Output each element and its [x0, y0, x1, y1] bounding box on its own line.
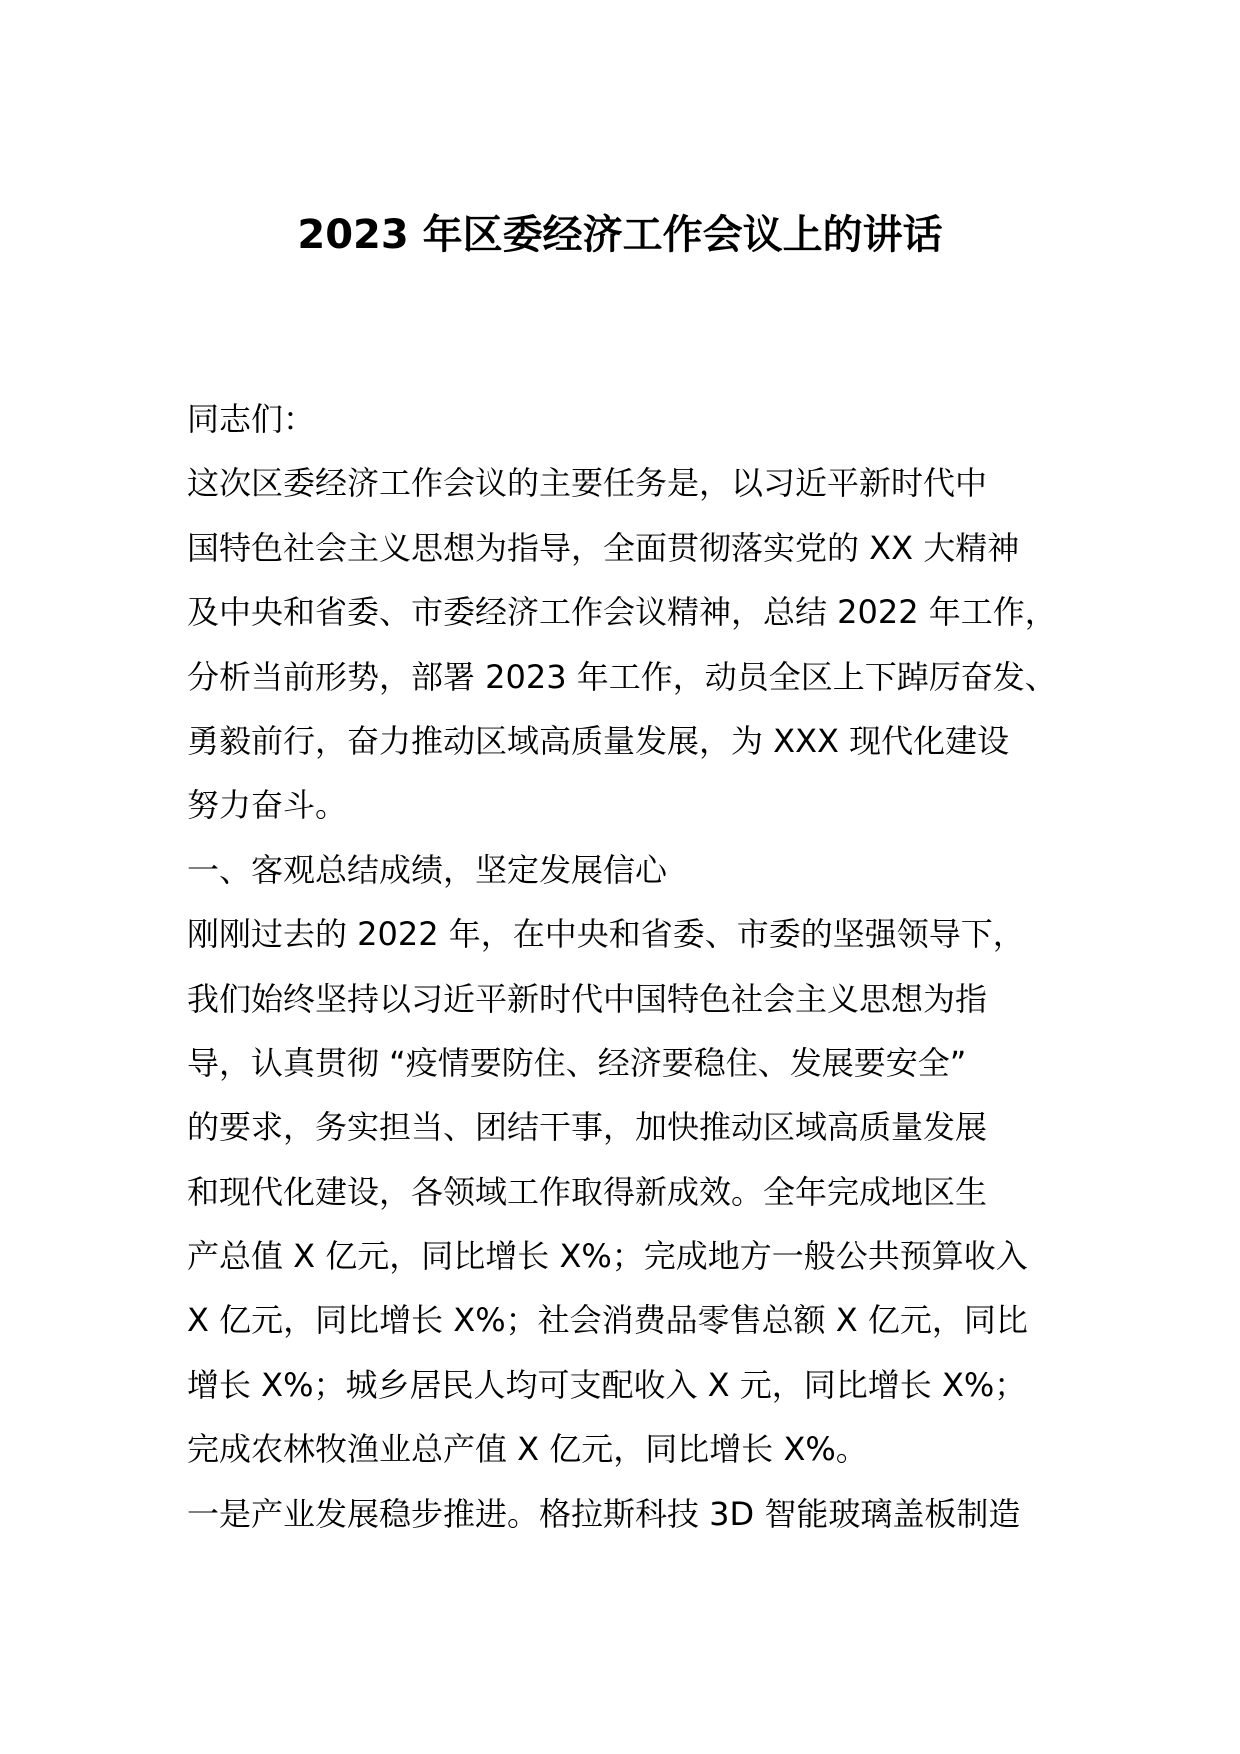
paragraph-line: 刚刚过去的 2022 年，在中央和省委、市委的坚强领导下，: [187, 915, 1025, 954]
paragraph-line: 一是产业发展稳步推进。格拉斯科技 3D 智能玻璃盖板制造: [187, 1494, 1021, 1533]
document-body: [187, 387, 1087, 1546]
paragraph-line: 国特色社会主义思想为指导，全面贯彻落实党的 XX 大精神: [187, 528, 1020, 567]
paragraph-line: 我们始终坚持以习近平新时代中国特色社会主义思想为指: [187, 979, 988, 1018]
paragraph-line: 勇毅前行，奋力推动区域高质量发展，为 XXX 现代化建设: [187, 721, 1010, 760]
paragraph-line: 努力奋斗。: [187, 786, 348, 825]
paragraph-line: 增长 X%；城乡居民人均可支配收入 X 元，同比增长 X%；: [187, 1365, 1027, 1404]
salutation-line: 同志们：: [187, 400, 316, 438]
paragraph-line: 完成农林牧渔业总产值 X 亿元，同比增长 X%。: [187, 1430, 868, 1469]
document-title: 2023 年区委经济工作会议上的讲话: [297, 212, 943, 258]
paragraph-line: 分析当前形势，部署 2023 年工作，动员全区上下踔厉奋发、: [187, 657, 1057, 696]
paragraph-line: X 亿元，同比增长 X%；社会消费品零售总额 X 亿元，同比: [187, 1301, 1028, 1340]
section-heading: 一、客观总结成绩，坚定发展信心: [187, 850, 668, 889]
paragraph-line: 导，认真贯彻 “疫情要防住、经济要稳住、发展要安全”: [187, 1043, 967, 1082]
paragraph-line: 的要求，务实担当、团结干事，加快推动区域高质量发展: [187, 1108, 988, 1147]
paragraph-line: 这次区委经济工作会议的主要任务是，以习近平新时代中: [187, 464, 988, 503]
paragraph-line: 及中央和省委、市委经济工作会议精神，总结 2022 年工作，: [187, 593, 1057, 632]
paragraph-line: 和现代化建设，各领域工作取得新成效。全年完成地区生: [187, 1172, 988, 1211]
paragraph-line: 产总值 X 亿元，同比增长 X%；完成地方一般公共预算收入: [187, 1237, 1028, 1276]
